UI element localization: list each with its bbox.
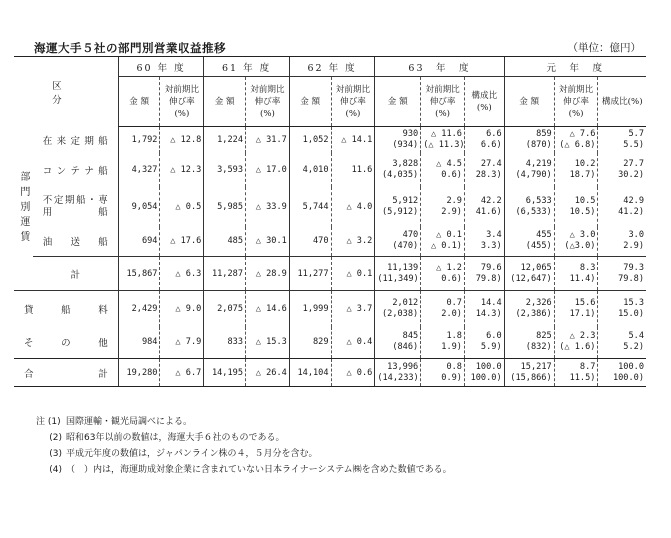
y1-share-cell-main: 5.4: [628, 331, 644, 342]
kubun-header: 区 分: [14, 57, 118, 127]
y1-amount-cell: [504, 187, 554, 227]
y1-share-cell: [598, 187, 646, 227]
growth-cell: △ 0.1: [331, 257, 375, 291]
y63-growth-cell: [421, 187, 465, 227]
amount-cell: 2,075: [204, 291, 246, 327]
y63-growth-cell-paren: 2.0): [441, 308, 462, 319]
y1-share-cell-main: 42.9: [623, 195, 644, 206]
y1-amount-cell-paren: (15,866): [510, 372, 552, 383]
zenki-header: 対前期比伸び率(%): [331, 77, 375, 127]
y63-amount-cell: [375, 257, 421, 291]
growth-cell: △ 14.6: [246, 291, 290, 327]
amount-cell: 1,224: [204, 127, 246, 153]
y63-share-cell-main: 6.6: [486, 128, 502, 139]
y63-amount-cell-main: 3,828: [392, 158, 419, 169]
y1-growth-cell-paren: (△ 6.8): [559, 139, 596, 150]
y63-amount-cell-main: 13,996: [387, 361, 419, 372]
y1-amount-cell: [504, 291, 554, 327]
y63-amount-cell: [375, 359, 421, 387]
kosei-header: 構成比(%): [598, 77, 646, 127]
table-body: [14, 57, 646, 387]
y1-amount-cell: [504, 327, 554, 359]
y1-growth-cell: [554, 153, 598, 187]
row-label: 貸船料: [14, 291, 118, 327]
y63-share-cell: [464, 291, 504, 327]
y1-amount-cell: [504, 227, 554, 257]
y63-share-cell: [464, 327, 504, 359]
y63-growth-cell-paren: (△ 11.3): [423, 139, 465, 150]
y1-share-cell: [598, 153, 646, 187]
kingaku-header: 金 額: [289, 77, 331, 127]
y63-growth-cell-main: 0.7: [446, 297, 462, 308]
row-label: 油送船: [42, 237, 108, 249]
y63-growth-cell-main: △ 11.6: [430, 128, 462, 139]
year-header-row: [14, 57, 646, 77]
y1-share-cell-paren: 15.0): [618, 308, 644, 319]
amount-cell: 19,280: [118, 359, 160, 387]
y1-amount-cell-paren: (832): [525, 342, 552, 353]
amount-cell: 4,010: [289, 153, 331, 187]
table-row: [14, 127, 646, 153]
y1-amount-cell-main: 4,219: [525, 158, 552, 169]
y1-amount-cell-main: 455: [536, 230, 552, 241]
growth-cell: △ 0.5: [160, 187, 204, 227]
growth-cell: 11.6: [331, 153, 375, 187]
y1-share-cell-main: 79.3: [623, 262, 644, 273]
y63-growth-cell-paren: 0.6): [441, 169, 462, 180]
amount-cell: 2,429: [118, 291, 160, 327]
y63-share-cell: [464, 127, 504, 153]
y63-amount-cell-main: 930: [402, 128, 419, 139]
growth-cell: △ 6.7: [160, 359, 204, 387]
year-header-62: 62 年 度: [289, 57, 375, 77]
y63-growth-cell-main: △ 4.5: [436, 158, 462, 169]
y1-growth-cell-paren: (△3.0): [564, 241, 596, 252]
y1-growth-cell: [554, 187, 598, 227]
row-label: その他: [24, 338, 108, 350]
amount-cell: 5,744: [289, 187, 331, 227]
row-label: 合計: [14, 359, 118, 387]
y63-amount-cell: [375, 153, 421, 187]
y63-share-cell-paren: 28.3): [475, 169, 502, 180]
amount-cell: 829: [289, 327, 331, 359]
y63-amount-cell: [375, 291, 421, 327]
y63-growth-cell: [421, 359, 465, 387]
y63-amount-cell: [375, 127, 421, 153]
y63-share-cell-main: 3.4: [486, 230, 502, 241]
table-row: [14, 153, 646, 187]
amount-cell: 470: [289, 227, 331, 257]
y63-share-cell-paren: 100.0): [470, 372, 502, 383]
y1-amount-cell-paren: (6,533): [515, 206, 552, 217]
y63-growth-cell-paren: 0.6): [441, 273, 462, 284]
y1-share-cell: [598, 127, 646, 153]
y1-amount-cell-paren: (455): [525, 241, 552, 252]
row-label: コンテナ船: [42, 165, 108, 177]
y1-growth-cell: [554, 257, 598, 291]
amount-cell: 11,287: [204, 257, 246, 291]
y63-share-cell-main: 42.2: [480, 195, 502, 206]
y63-growth-cell: [421, 327, 465, 359]
y1-growth-cell-main: 8.7: [579, 361, 596, 372]
growth-cell: △ 6.3: [160, 257, 204, 291]
y63-share-cell-main: 79.6: [480, 262, 502, 273]
zenki-header: 対前期比伸び率(%): [421, 77, 465, 127]
y63-share-cell-main: 100.0: [475, 361, 502, 372]
y1-amount-cell-main: 2,326: [525, 297, 552, 308]
amount-cell: 984: [118, 327, 160, 359]
y63-share-cell-main: 27.4: [480, 158, 502, 169]
y63-share-cell-main: 14.4: [480, 297, 502, 308]
unit-label: （単位：億円）: [567, 42, 641, 54]
growth-cell: △ 30.1: [246, 227, 290, 257]
y1-share-cell: [598, 257, 646, 291]
y1-growth-cell-paren: 11.4): [569, 273, 596, 284]
table-row: [14, 359, 646, 387]
y1-share-cell-paren: 5.5): [623, 139, 644, 150]
y63-share-cell-paren: 41.6): [475, 206, 502, 217]
y63-amount-cell-paren: (11,349): [377, 273, 419, 284]
y63-amount-cell-paren: (470): [392, 241, 419, 252]
kingaku-header: 金 額: [204, 77, 246, 127]
growth-cell: △ 14.1: [331, 127, 375, 153]
y63-share-cell-paren: 14.3): [475, 308, 502, 319]
y1-share-cell-paren: 41.2): [618, 206, 644, 217]
y63-share-cell: [464, 153, 504, 187]
amount-cell: 5,985: [204, 187, 246, 227]
y1-share-cell-main: 3.0: [628, 230, 644, 241]
footnotes: [36, 414, 452, 478]
growth-cell: △ 0.4: [331, 327, 375, 359]
growth-cell: △ 0.6: [331, 359, 375, 387]
table-row: [14, 291, 646, 327]
y63-amount-cell-paren: (934): [392, 139, 419, 150]
amount-cell: 14,104: [289, 359, 331, 387]
footnote: 注 (1) 国際運輸・観光局調べによる。: [36, 417, 193, 427]
growth-cell: △ 12.3: [160, 153, 204, 187]
growth-cell: △ 17.0: [246, 153, 290, 187]
y63-share-cell-paren: 3.3): [480, 241, 502, 252]
amount-cell: 3,593: [204, 153, 246, 187]
y63-share-cell-paren: 79.8): [475, 273, 502, 284]
y1-share-cell-main: 100.0: [618, 361, 644, 372]
y63-growth-cell-paren: △ 0.1): [430, 241, 462, 252]
y1-growth-cell: [554, 291, 598, 327]
amount-cell: 833: [204, 327, 246, 359]
growth-cell: △ 3.7: [331, 291, 375, 327]
y1-growth-cell: [554, 327, 598, 359]
growth-cell: △ 3.2: [331, 227, 375, 257]
zenki-header: 対前期比伸び率(%): [160, 77, 204, 127]
y63-share-cell-main: 6.0: [486, 331, 502, 342]
y1-amount-cell-paren: (2,386): [515, 308, 552, 319]
footnote: (3) 平成元年度の数値は，ジャパンライン株の４，５月分を含む。: [49, 449, 318, 459]
y63-amount-cell: [375, 327, 421, 359]
table-row: [14, 327, 646, 359]
year-header-63: 63 年 度: [375, 57, 504, 77]
y63-amount-cell-paren: (5,912): [381, 206, 419, 217]
y63-amount-cell-main: 2,012: [392, 297, 419, 308]
y1-share-cell-paren: 30.2): [618, 169, 644, 180]
amount-cell: 1,052: [289, 127, 331, 153]
amount-cell: 485: [204, 227, 246, 257]
group-label-unchin: 部門別運賃: [17, 170, 29, 246]
y63-amount-cell: [375, 187, 421, 227]
kosei-header: 構成比(%): [464, 77, 504, 127]
y63-amount-cell-main: 11,139: [387, 262, 419, 273]
amount-cell: 15,867: [118, 257, 160, 291]
y1-share-cell: [598, 359, 646, 387]
y63-growth-cell-main: 2.9: [446, 195, 462, 206]
row-label: 在来定期船: [42, 135, 108, 147]
y1-growth-cell: [554, 227, 598, 257]
y63-amount-cell-main: 5,912: [392, 195, 419, 206]
y63-amount-cell-paren: (2,038): [381, 308, 419, 319]
y63-amount-cell-main: 470: [402, 230, 419, 241]
kingaku-header: 金 額: [375, 77, 421, 127]
y63-growth-cell-main: 1.8: [446, 331, 462, 342]
y1-share-cell-paren: 2.9): [623, 241, 644, 252]
row-label: 計: [33, 257, 119, 291]
growth-cell: △ 4.0: [331, 187, 375, 227]
revenue-table: [14, 56, 646, 387]
y63-growth-cell: [421, 127, 465, 153]
growth-cell: △ 33.9: [246, 187, 290, 227]
growth-cell: △ 17.6: [160, 227, 204, 257]
zenki-header: 対前期比伸び率(%): [246, 77, 290, 127]
amount-cell: 4,327: [118, 153, 160, 187]
table-row: [14, 187, 646, 227]
growth-cell: △ 7.9: [160, 327, 204, 359]
growth-cell: △ 12.8: [160, 127, 204, 153]
y63-amount-cell: [375, 227, 421, 257]
y63-growth-cell-main: △ 0.1: [436, 230, 462, 241]
y1-growth-cell-main: 10.2: [574, 158, 596, 169]
y1-share-cell: [598, 227, 646, 257]
y1-growth-cell-main: △ 7.6: [569, 128, 596, 139]
y63-share-cell: [464, 187, 504, 227]
kingaku-header: 金 額: [118, 77, 160, 127]
y63-amount-cell-paren: (14,233): [377, 372, 419, 383]
y1-amount-cell-paren: (12,647): [510, 273, 552, 284]
footnote: (2) 昭和63年以前の数値は，海運大手６社のものである。: [49, 433, 285, 443]
y1-amount-cell: [504, 153, 554, 187]
y63-growth-cell-paren: 0.9): [441, 372, 462, 383]
y1-growth-cell-main: 15.6: [574, 297, 596, 308]
y1-share-cell: [598, 327, 646, 359]
y63-amount-cell-paren: (4,035): [381, 169, 419, 180]
footnote: (4) （ ）内は，海運助成対象企業に含まれていない日本ライナーシステム㈱を含めた数値である。: [49, 465, 452, 475]
amount-cell: 694: [118, 227, 160, 257]
kingaku-header: 金 額: [504, 77, 554, 127]
amount-cell: 14,195: [204, 359, 246, 387]
y1-amount-cell-paren: (870): [525, 139, 552, 150]
y63-share-cell: [464, 359, 504, 387]
amount-cell: 1,999: [289, 291, 331, 327]
y1-amount-cell: [504, 257, 554, 291]
y63-growth-cell: [421, 257, 465, 291]
table-row: [14, 227, 646, 257]
y63-share-cell-paren: 6.6): [480, 139, 502, 150]
y1-growth-cell-main: △ 2.3: [569, 331, 596, 342]
y63-growth-cell-paren: 2.9): [441, 206, 462, 217]
y1-amount-cell-paren: (4,790): [515, 169, 552, 180]
year-header-61: 61 年 度: [204, 57, 290, 77]
y63-growth-cell: [421, 153, 465, 187]
y1-growth-cell-paren: (△ 1.6): [559, 342, 596, 353]
y1-growth-cell-main: △ 3.0: [569, 230, 596, 241]
y63-growth-cell-main: 0.8: [446, 361, 462, 372]
growth-cell: △ 26.4: [246, 359, 290, 387]
table-title: 海運大手５社の部門別営業収益推移: [34, 41, 226, 55]
y1-share-cell-paren: 5.2): [623, 342, 644, 353]
y1-share-cell-main: 27.7: [623, 158, 644, 169]
y1-growth-cell: [554, 359, 598, 387]
growth-cell: △ 28.9: [246, 257, 290, 291]
y1-growth-cell-paren: 11.5): [569, 372, 596, 383]
y1-share-cell-main: 5.7: [628, 128, 644, 139]
y1-amount-cell: [504, 359, 554, 387]
growth-cell: △ 31.7: [246, 127, 290, 153]
y1-amount-cell-main: 15,217: [520, 361, 552, 372]
y63-amount-cell-main: 845: [402, 331, 419, 342]
amount-cell: 1,792: [118, 127, 160, 153]
row-label: 不定期船・専用船: [42, 194, 108, 218]
growth-cell: △ 9.0: [160, 291, 204, 327]
year-header-gannen: 元 年 度: [504, 57, 646, 77]
y1-growth-cell: [554, 127, 598, 153]
y1-share-cell-paren: 100.0): [612, 372, 644, 383]
y63-growth-cell: [421, 291, 465, 327]
y1-growth-cell-main: 8.3: [579, 262, 596, 273]
y63-growth-cell-paren: 1.9): [441, 342, 462, 353]
y1-growth-cell-paren: 17.1): [569, 308, 596, 319]
y1-growth-cell-paren: 18.7): [569, 169, 596, 180]
y1-amount-cell-main: 12,065: [520, 262, 552, 273]
y63-amount-cell-paren: (846): [392, 342, 419, 353]
y1-amount-cell-main: 859: [536, 128, 552, 139]
y63-share-cell: [464, 257, 504, 291]
y63-growth-cell: [421, 227, 465, 257]
y1-amount-cell-main: 825: [536, 331, 552, 342]
y1-growth-cell-paren: 10.5): [569, 206, 596, 217]
y1-amount-cell: [504, 127, 554, 153]
amount-cell: 9,054: [118, 187, 160, 227]
y1-share-cell-paren: 79.8): [618, 273, 644, 284]
table-row: [14, 257, 646, 291]
y63-growth-cell-main: △ 1.2: [436, 262, 462, 273]
y63-share-cell: [464, 227, 504, 257]
y63-share-cell-paren: 5.9): [480, 342, 502, 353]
amount-cell: 11,277: [289, 257, 331, 291]
growth-cell: △ 15.3: [246, 327, 290, 359]
y1-share-cell-main: 15.3: [623, 297, 644, 308]
y1-growth-cell-main: 10.5: [574, 195, 596, 206]
year-header-60: 60 年 度: [118, 57, 204, 77]
zenki-header: 対前期比伸び率(%): [554, 77, 598, 127]
y1-amount-cell-main: 6,533: [525, 195, 552, 206]
y1-share-cell: [598, 291, 646, 327]
